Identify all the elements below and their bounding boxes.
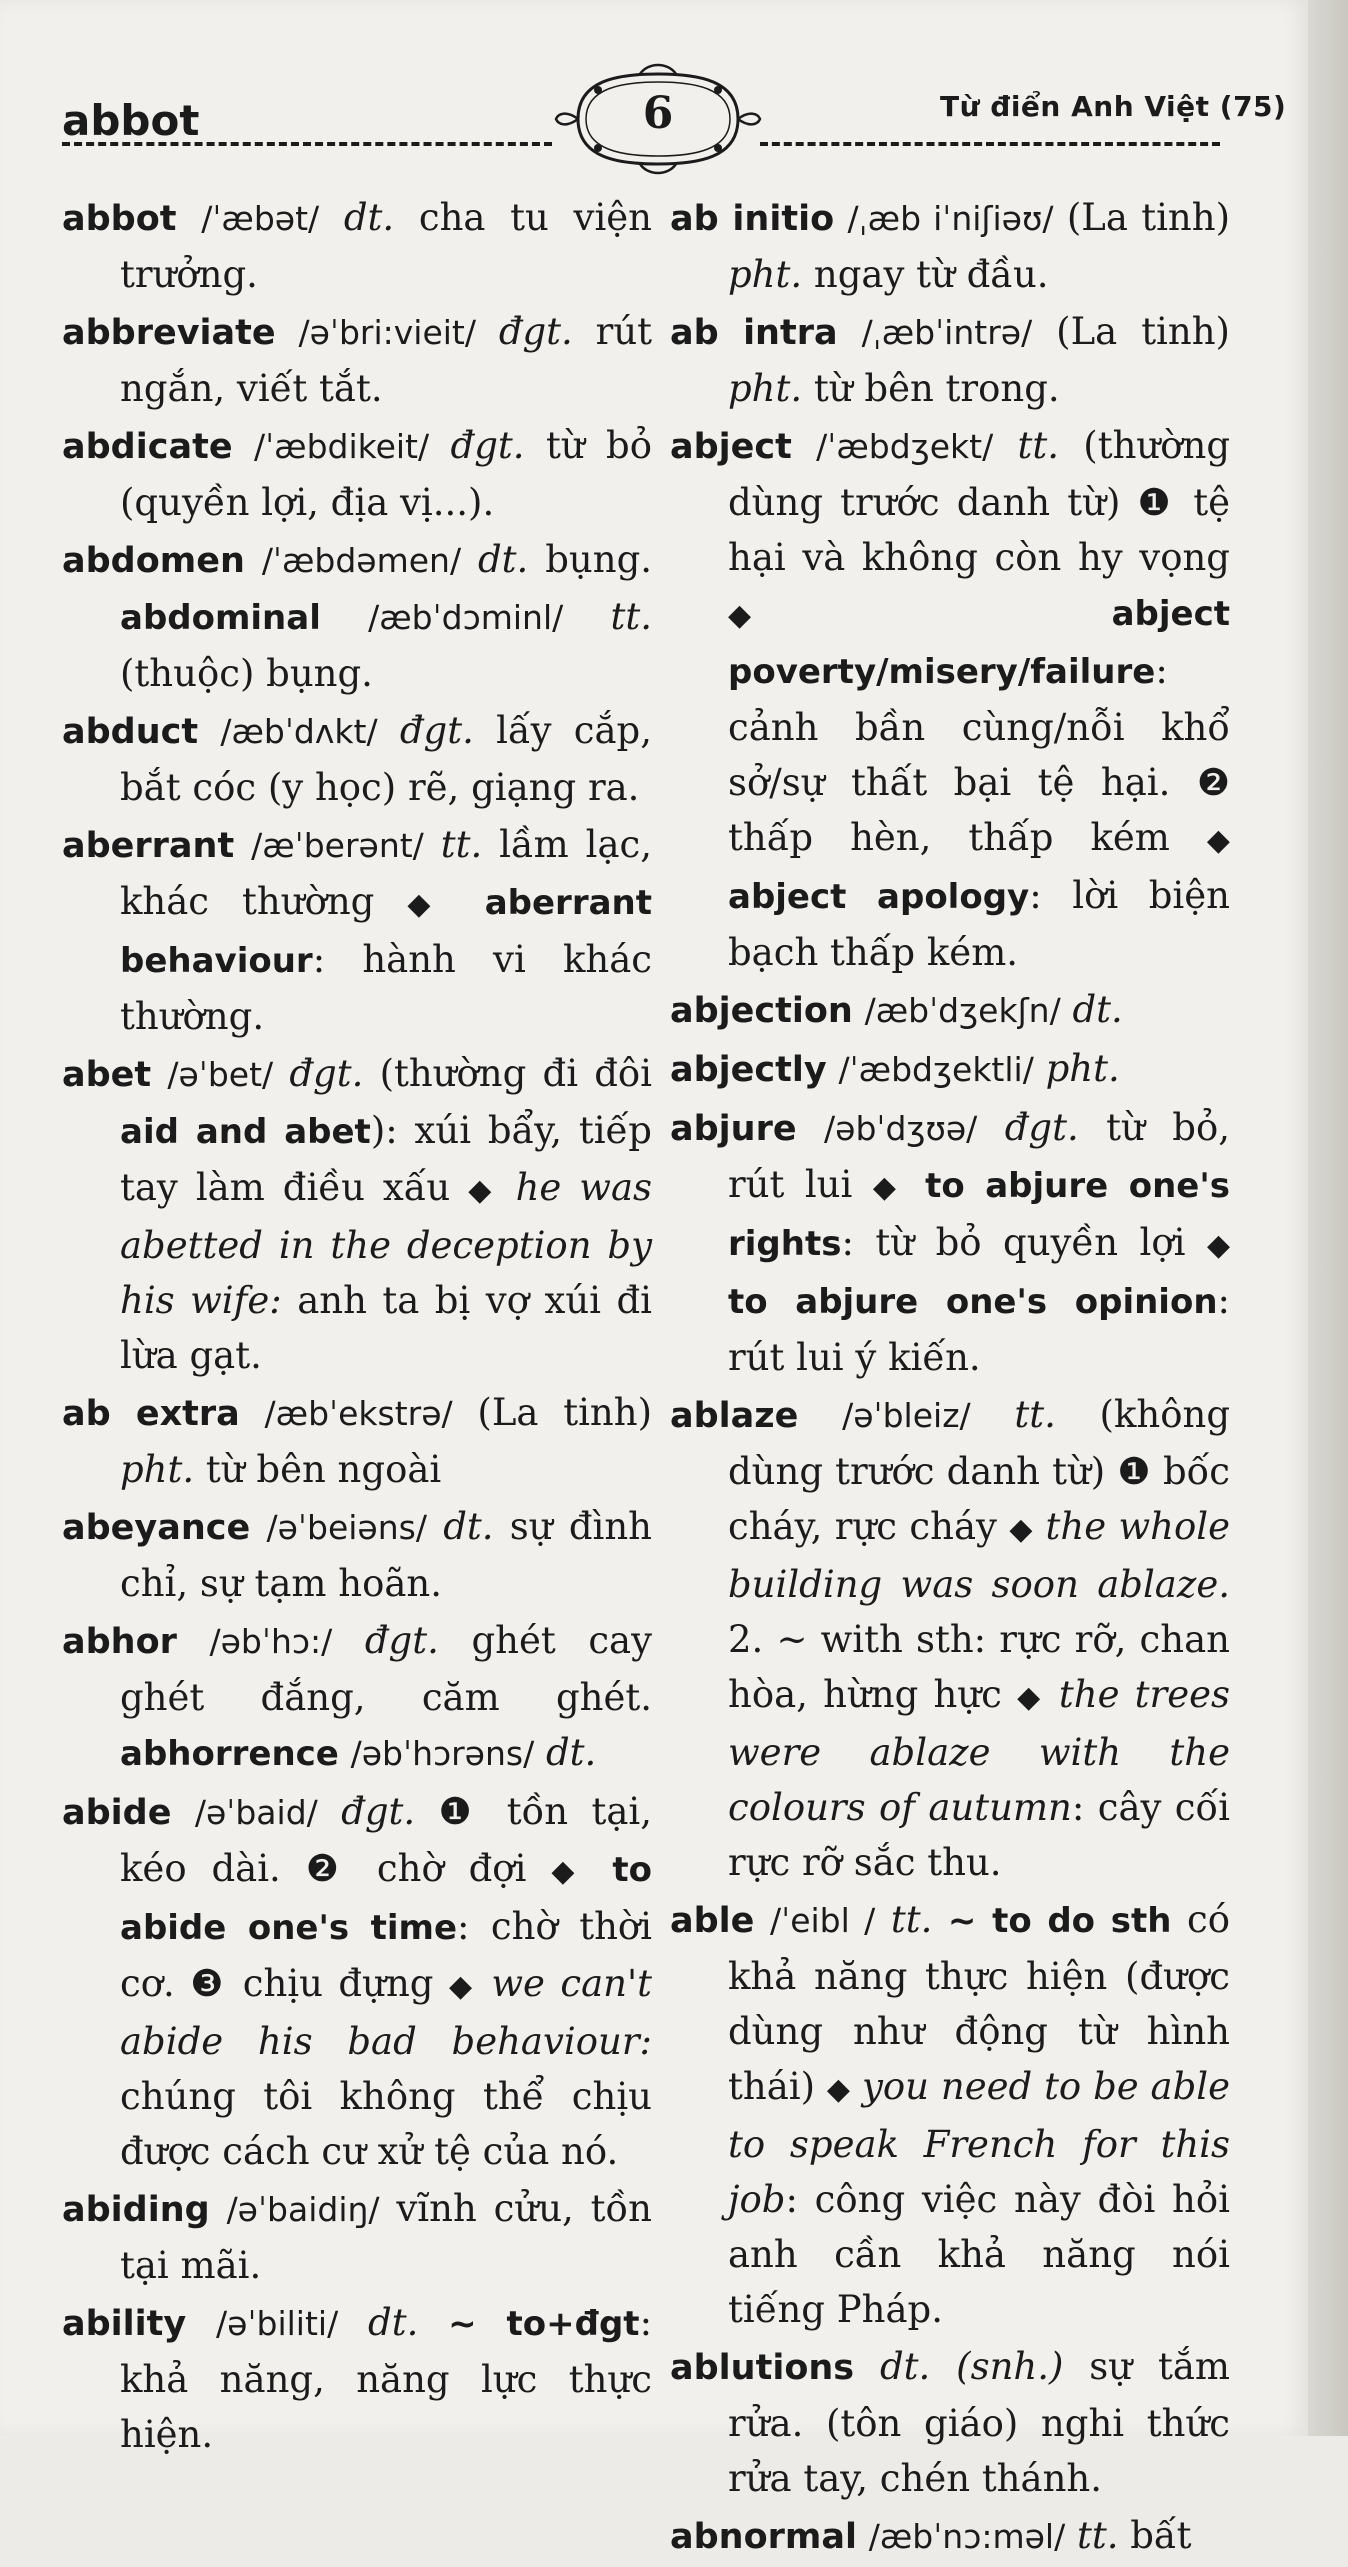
entry-headword: abjure — [670, 1109, 797, 1149]
sense-number: ❷ — [305, 1847, 353, 1890]
entry-pos: pht. — [120, 1448, 195, 1491]
entry-ability — [62, 2295, 652, 2462]
example-translation: : lời biện bạch thấp kém. — [728, 874, 1230, 974]
entry-definition: có khả năng thực hiện (được dùng như động từ hình thái) — [728, 1898, 1230, 2108]
example-phrase: to abjure one's opinion — [728, 1282, 1218, 1322]
entry-definition: từ bên trong. — [813, 367, 1060, 410]
entry-abiding — [62, 2181, 652, 2293]
entry-abnormal — [670, 2508, 1230, 2565]
entry-pronunciation: /əˈbaidiŋ/ — [226, 2190, 380, 2229]
entry-pos: dt. — [879, 2345, 931, 2388]
entry-pronunciation: /əˈbleiz/ — [842, 1396, 971, 1435]
entry-pronunciation: /əˈbeiəns/ — [266, 1508, 427, 1547]
entry-abjection — [670, 982, 1230, 1039]
entry-headword: aberrant — [62, 826, 235, 866]
diamond-bullet-icon: ◆ — [1017, 1680, 1044, 1715]
book-title: Từ điển Anh Việt (75) — [940, 90, 1287, 123]
example-sentence: the trees were ablaze with the colours of autumn — [728, 1673, 1231, 1829]
sense-definition: chịu đựng — [242, 1962, 434, 2005]
entry-headword: abnormal — [670, 2517, 857, 2557]
entry-usage-note: (thường đi đôi — [379, 1052, 653, 1095]
entry-pos: tt. — [1014, 1393, 1056, 1436]
entry-ab-intra — [670, 304, 1230, 416]
example-phrase: abject apology — [728, 877, 1030, 917]
entry-pronunciation: /ˈæbdʒektli/ — [838, 1050, 1034, 1089]
diamond-bullet-icon: ◆ — [448, 1969, 476, 2004]
entry-headword: abhor — [62, 1622, 177, 1662]
sense-definition: tệ hại và không còn hy vọng — [728, 481, 1231, 579]
entry-ab-extra — [62, 1385, 652, 1497]
sense-number: 2. — [728, 1618, 764, 1661]
diamond-bullet-icon: ◆ — [728, 598, 926, 633]
entry-pos: dt. — [443, 1505, 494, 1548]
entry-headword: abiding — [62, 2190, 210, 2230]
entry-pronunciation: /əbˈdʒʊə/ — [824, 1109, 978, 1148]
example-translation: : cảnh bần cùng/nỗi khổ sở/sự thất bại tệ hại. — [728, 649, 1230, 804]
diamond-bullet-icon: ◆ — [872, 1170, 905, 1205]
entry-headword: ablutions — [670, 2348, 855, 2388]
diamond-bullet-icon: ◆ — [1009, 1512, 1034, 1547]
entry-pronunciation: /æˈberənt/ — [251, 826, 424, 865]
entry-abject — [670, 418, 1230, 980]
entry-abide — [62, 1784, 652, 2179]
example-sentence: you need to be able to speak French for this job — [728, 2065, 1231, 2221]
entry-pronunciation: /əˈbri:vieit/ — [298, 313, 476, 352]
entry-abeyance — [62, 1499, 652, 1611]
derived-headword: abdominal — [120, 598, 321, 638]
entry-pos: đgt. — [498, 310, 573, 353]
entry-pronunciation: /æbˈekstrə/ — [264, 1394, 453, 1433]
diamond-bullet-icon: ◆ — [1206, 823, 1230, 858]
entry-definition: cha tu viện trưởng. — [120, 196, 653, 296]
entry-pos: tt. — [890, 1898, 933, 1941]
example-translation: : công việc này đòi hỏi anh cần khả năng nói tiếng Pháp. — [728, 2178, 1230, 2331]
entry-pronunciation: /ˈæbdikeit/ — [253, 427, 430, 466]
derived-pos: dt. — [545, 1731, 597, 1774]
entry-definition: sự tắm rửa. (tôn giáo) nghi thức rửa tay, chén thánh. — [728, 2345, 1230, 2500]
entry-pos: dt. — [478, 538, 529, 581]
entry-headword: abjectly — [670, 1050, 827, 1090]
entry-pronunciation: /ˈæbət/ — [201, 199, 320, 238]
entry-pronunciation: /əˈbet/ — [167, 1055, 274, 1094]
entry-definition: rút ngắn, viết tắt. — [120, 310, 653, 410]
entry-pos: dt. — [368, 2301, 419, 2344]
entry-usage-note: (thường dùng trước danh từ) — [728, 424, 1231, 524]
example-sentence: the whole building was soon ablaze. — [728, 1505, 1231, 1606]
entry-pos: tt. — [440, 823, 483, 866]
entry-origin-note: (La tinh) — [477, 1391, 653, 1434]
entry-pronunciation: /ˈæbdəmen/ — [261, 541, 462, 580]
entry-definition: : khả năng, năng lực thực hiện. — [120, 2301, 653, 2456]
diamond-bullet-icon: ◆ — [468, 1173, 498, 1208]
page-number-ornament — [548, 60, 768, 178]
entry-headword: ablaze — [670, 1396, 799, 1436]
header-rule-right — [760, 142, 1220, 146]
entry-abdomen — [62, 532, 652, 701]
example-translation: chúng tôi không thể chịu được cách cư xử tệ của nó. — [120, 2075, 652, 2173]
derived-definition: (thuộc) bụng. — [120, 652, 373, 695]
entry-pronunciation: /æbˈdʌkt/ — [220, 712, 378, 751]
entry-pronunciation: /ˈæbdʒekt/ — [816, 427, 994, 466]
entry-headword: abide — [62, 1793, 172, 1833]
sense-number: ❶ — [1117, 1450, 1151, 1493]
entry-headword: abject — [670, 427, 792, 467]
entry-abet — [62, 1046, 652, 1383]
entry-origin-note: (La tinh) — [1066, 196, 1231, 239]
example-translation: anh ta bị vợ xúi đi lừa gạt. — [120, 1279, 652, 1377]
entry-abbreviate — [62, 304, 652, 416]
diamond-bullet-icon: ◆ — [1206, 1228, 1231, 1263]
entry-able — [670, 1892, 1230, 2337]
sense-definition: bốc cháy, rực cháy — [728, 1450, 1231, 1548]
entry-headword: abdicate — [62, 427, 233, 467]
entry-pronunciation: /æbˈnɔ:məl/ — [868, 2517, 1066, 2556]
entry-pos: đgt. — [450, 424, 525, 467]
example-translation: : rút lui ý kiến. — [728, 1279, 1230, 1379]
entry-definition: ): xúi bẩy, tiếp tay làm điều xấu — [120, 1109, 652, 1209]
sense-number: ❶ — [438, 1790, 484, 1833]
entry-abjectly — [670, 1041, 1230, 1098]
entry-abhor — [62, 1613, 652, 1782]
derived-headword: abhorrence — [120, 1734, 339, 1774]
entry-headword: able — [670, 1901, 755, 1941]
left-column — [62, 190, 652, 2464]
derived-pronunciation: /æbˈdɔminl/ — [368, 598, 564, 637]
page-number: 6 — [642, 88, 674, 139]
entry-definition: từ bỏ, rút lui — [728, 1106, 1231, 1206]
entry-headword: abet — [62, 1055, 152, 1095]
entry-grammar-note: (snh.) — [956, 2345, 1064, 2388]
entry-pronunciation: /ˌæbˈintrə/ — [861, 313, 1033, 352]
sense-number: ❶ — [1137, 481, 1177, 524]
entry-pronunciation: /əˈbaid/ — [194, 1793, 318, 1832]
example-translation: : chờ thời cơ. — [120, 1905, 653, 2005]
example-translation: : cây cối rực rỡ sắc thu. — [728, 1786, 1230, 1884]
diamond-bullet-icon: ◆ — [551, 1854, 588, 1889]
entry-headword: abeyance — [62, 1508, 251, 1548]
entry-headword: ability — [62, 2304, 187, 2344]
sense-definition: thấp hèn, thấp kém — [728, 816, 1170, 859]
diamond-bullet-icon: ◆ — [826, 2072, 851, 2107]
entry-pos: pht. — [1045, 1047, 1120, 1090]
entry-pos: dt. — [1072, 988, 1123, 1031]
entry-headword: ab intra — [670, 313, 838, 353]
example-phrase: to abjure one's rights — [728, 1166, 1230, 1264]
entry-definition: bất — [1130, 2514, 1192, 2557]
entry-pos: pht. — [728, 253, 803, 296]
derived-pos: tt. — [610, 595, 653, 638]
entry-definition: bụng. — [545, 538, 653, 581]
example-phrase: aberrant behaviour — [120, 883, 652, 981]
diamond-bullet-icon: ◆ — [407, 887, 452, 922]
sense-definition: chờ đợi — [376, 1847, 527, 1890]
entry-pronunciation: /əˈbiliti/ — [216, 2304, 339, 2343]
entry-headword: ab initio — [670, 199, 835, 239]
derived-pronunciation: /əbˈhɔrəns/ — [350, 1734, 535, 1773]
entry-origin-note: (La tinh) — [1056, 310, 1230, 353]
entry-abdicate — [62, 418, 652, 530]
entry-aberrant — [62, 817, 652, 1044]
entry-pronunciation: /ˈeibl / — [770, 1901, 876, 1940]
example-sentence: he was abetted in the deception by his wife: — [120, 1166, 653, 1322]
entry-pos: tt. — [1076, 2514, 1119, 2557]
entry-headword: abjection — [670, 991, 853, 1031]
sense-number: ❷ — [1196, 761, 1230, 804]
right-column — [670, 190, 1230, 2567]
collocation: ~ to do sth — [947, 1901, 1172, 1941]
entry-definition: từ bên ngoài — [205, 1448, 442, 1491]
entry-headword: abbreviate — [62, 313, 276, 353]
entry-definition: sự đình chỉ, sự tạm hoãn. — [120, 1505, 653, 1605]
sense-definition: tồn tại, kéo dài. — [120, 1790, 652, 1890]
example-sentence: we can't abide his bad behaviour: — [120, 1962, 653, 2063]
example-translation: : hành vi khác thường. — [120, 938, 652, 1038]
entry-pos: pht. — [728, 367, 803, 410]
entry-definition: lầm lạc, khác thường — [120, 823, 652, 923]
entry-pronunciation: /æbˈdʒekʃn/ — [864, 991, 1061, 1030]
entry-usage-note: (không dùng trước danh từ) — [728, 1393, 1231, 1493]
entry-ablaze — [670, 1387, 1230, 1890]
sense-number: ❸ — [190, 1962, 228, 2005]
page-header — [0, 60, 1308, 170]
entry-definition: ngay từ đầu. — [813, 253, 1049, 296]
running-headword: abbot — [62, 96, 200, 145]
example-translation: : từ bỏ quyền lợi — [841, 1221, 1186, 1264]
entry-pos: đgt. — [289, 1052, 364, 1095]
page-edge — [1308, 0, 1348, 2436]
sense-definition: ~ with sth: rực rỡ, chan hòa, hừng hực — [728, 1618, 1230, 1716]
entry-ab-initio — [670, 190, 1230, 302]
entry-ablutions — [670, 2339, 1230, 2506]
example-phrase: to abide one's time — [120, 1850, 653, 1948]
entry-pos: đgt. — [1004, 1106, 1079, 1149]
entry-headword: abduct — [62, 712, 199, 752]
entry-definition: lấy cắp, bắt cóc (y học) rẽ, giạng ra. — [120, 709, 653, 809]
entry-pos: đgt. — [364, 1619, 439, 1662]
entry-abduct — [62, 703, 652, 815]
entry-definition: từ bỏ (quyền lợi, địa vị...). — [120, 424, 653, 524]
entry-pos: tt. — [1017, 424, 1059, 467]
entry-abbot — [62, 190, 652, 302]
entry-abjure — [670, 1100, 1230, 1385]
entry-headword: ab extra — [62, 1394, 240, 1434]
entry-pronunciation: /əbˈhɔ:/ — [209, 1622, 333, 1661]
example-phrase: abject poverty/misery/failure — [728, 594, 1230, 692]
header-rule-left — [62, 142, 552, 146]
entry-definition: vĩnh cửu, tồn tại mãi. — [120, 2187, 652, 2287]
entry-definition: ghét cay ghét đắng, căm ghét. — [120, 1619, 653, 1719]
entry-pos: dt. — [343, 196, 395, 239]
entry-headword: abdomen — [62, 541, 245, 581]
collocation: aid and abet — [120, 1112, 371, 1152]
entry-pronunciation: /ˌæb iˈniʃiəʊ/ — [847, 199, 1054, 238]
collocation: ~ to+đgt — [448, 2304, 640, 2344]
entry-headword: abbot — [62, 199, 177, 239]
entry-pos: đgt. — [341, 1790, 416, 1833]
entry-pos: đgt. — [399, 709, 474, 752]
